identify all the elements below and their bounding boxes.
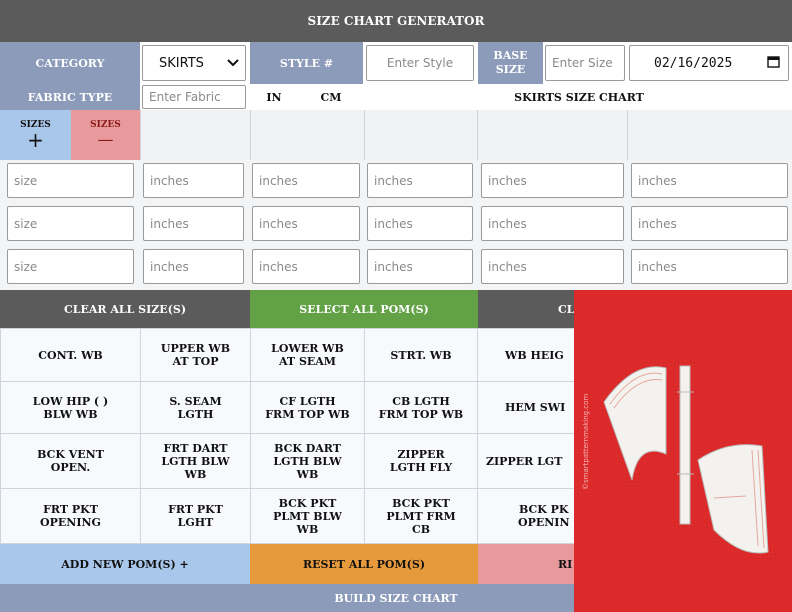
pom-item[interactable]: FRT PKT LGHT [140, 488, 251, 544]
pom-item[interactable]: ZIPPER LGTH FLY [364, 433, 478, 489]
pom-item[interactable]: HEM SWI [477, 381, 627, 434]
pom-item[interactable]: CONT. WB [0, 328, 141, 382]
style-label: STYLE # [250, 42, 363, 84]
pom-item[interactable]: LOW HIP ( ) BLW WB [0, 381, 141, 434]
size-input[interactable]: size [7, 249, 134, 284]
pom-item[interactable]: BCK DART LGTH BLW WB [250, 433, 365, 489]
pom-item[interactable]: BCK PKT PLMT BLW WB [250, 488, 365, 544]
category-select[interactable] [142, 45, 246, 81]
grid-line [477, 110, 478, 160]
fabric-input[interactable]: Enter Fabric [142, 85, 246, 109]
plus-icon: + [27, 128, 44, 152]
pom-item[interactable]: S. SEAM LGTH [140, 381, 251, 434]
add-size-label: SIZES [20, 120, 51, 130]
base-size-input[interactable]: Enter Size [545, 45, 625, 81]
remove-size-label: SIZES [90, 120, 121, 130]
measure-input[interactable]: inches [143, 163, 244, 198]
measure-input[interactable]: inches [481, 206, 624, 241]
measure-input[interactable]: inches [631, 249, 788, 284]
grid-line [627, 110, 628, 160]
remove-poms-button[interactable]: RI [478, 544, 792, 584]
date-value: 02/16/2025 [654, 55, 733, 71]
build-size-chart-button[interactable]: BUILD SIZE CHART [334, 591, 458, 605]
measure-input[interactable]: inches [481, 163, 624, 198]
category-label: CATEGORY [0, 42, 140, 84]
measure-input[interactable]: inches [252, 249, 360, 284]
pom-item[interactable]: WB HEIG [477, 328, 627, 382]
base-size-label: BASE SIZE [478, 42, 543, 84]
grid-line [250, 110, 251, 160]
header-row [0, 42, 792, 84]
skirt-pattern-photo [574, 290, 792, 612]
chart-title: SKIRTS SIZE CHART [366, 84, 792, 110]
style-input[interactable]: Enter Style [366, 45, 474, 81]
size-header-row [0, 110, 792, 160]
pom-item[interactable]: BCK PK OPENIN [477, 488, 627, 544]
pom-item[interactable]: CF LGTH FRM TOP WB [250, 381, 365, 434]
measure-input[interactable]: inches [367, 206, 473, 241]
title-bar [0, 0, 792, 42]
add-pom-button[interactable]: ADD NEW POM(S) + [0, 544, 250, 584]
pom-item[interactable]: FRT PKT OPENING [0, 488, 141, 544]
size-input[interactable]: size [7, 206, 134, 241]
measure-input[interactable]: inches [631, 163, 788, 198]
add-size-button[interactable] [0, 110, 71, 160]
size-grid [0, 160, 792, 290]
grid-line [140, 110, 141, 160]
grid-line [364, 110, 365, 160]
measure-input[interactable]: inches [631, 206, 788, 241]
measure-input[interactable]: inches [143, 249, 244, 284]
header-row-2 [0, 84, 792, 110]
pom-item[interactable]: STRT. WB [364, 328, 478, 382]
pom-item[interactable]: BCK PKT PLMT FRM CB [364, 488, 478, 544]
measure-input[interactable]: inches [252, 163, 360, 198]
page-title: SIZE CHART GENERATOR [307, 14, 485, 28]
clear-sizes-button[interactable]: CLEAR ALL SIZE(S) [0, 290, 250, 328]
measure-input[interactable]: inches [252, 206, 360, 241]
reset-poms-button[interactable]: RESET ALL POM(S) [250, 544, 478, 584]
fabric-type-label: FABRIC TYPE [0, 84, 140, 110]
pom-item[interactable]: CB LGTH FRM TOP WB [364, 381, 478, 434]
measure-input[interactable]: inches [481, 249, 624, 284]
size-input[interactable]: size [7, 163, 134, 198]
minus-icon: — [97, 130, 114, 149]
watermark [582, 370, 594, 490]
pom-item[interactable]: LOWER WB AT SEAM [250, 328, 365, 382]
chevron-down-icon [227, 56, 239, 71]
watermark-text: ©smartpatternmaking.com [582, 393, 590, 490]
pom-item[interactable]: BCK VENT OPEN. [0, 433, 141, 489]
measure-input[interactable]: inches [367, 163, 473, 198]
remove-size-button[interactable] [71, 110, 140, 160]
measure-input[interactable]: inches [143, 206, 244, 241]
pom-item[interactable]: FRT DART LGTH BLW WB [140, 433, 251, 489]
select-poms-button[interactable]: SELECT ALL POM(S) [250, 290, 478, 328]
pom-item[interactable]: UPPER WB AT TOP [140, 328, 251, 382]
measure-input[interactable]: inches [367, 249, 473, 284]
unit-in-toggle[interactable]: IN [250, 84, 298, 110]
calendar-icon[interactable] [767, 55, 780, 72]
pom-item[interactable]: ZIPPER LGT [477, 433, 627, 489]
unit-cm-toggle[interactable]: CM [298, 84, 364, 110]
clear-poms-button[interactable]: CL [478, 290, 792, 328]
date-input[interactable] [629, 45, 789, 81]
skirt-pattern-illustration [574, 290, 792, 612]
category-value: SKIRTS [159, 55, 204, 71]
